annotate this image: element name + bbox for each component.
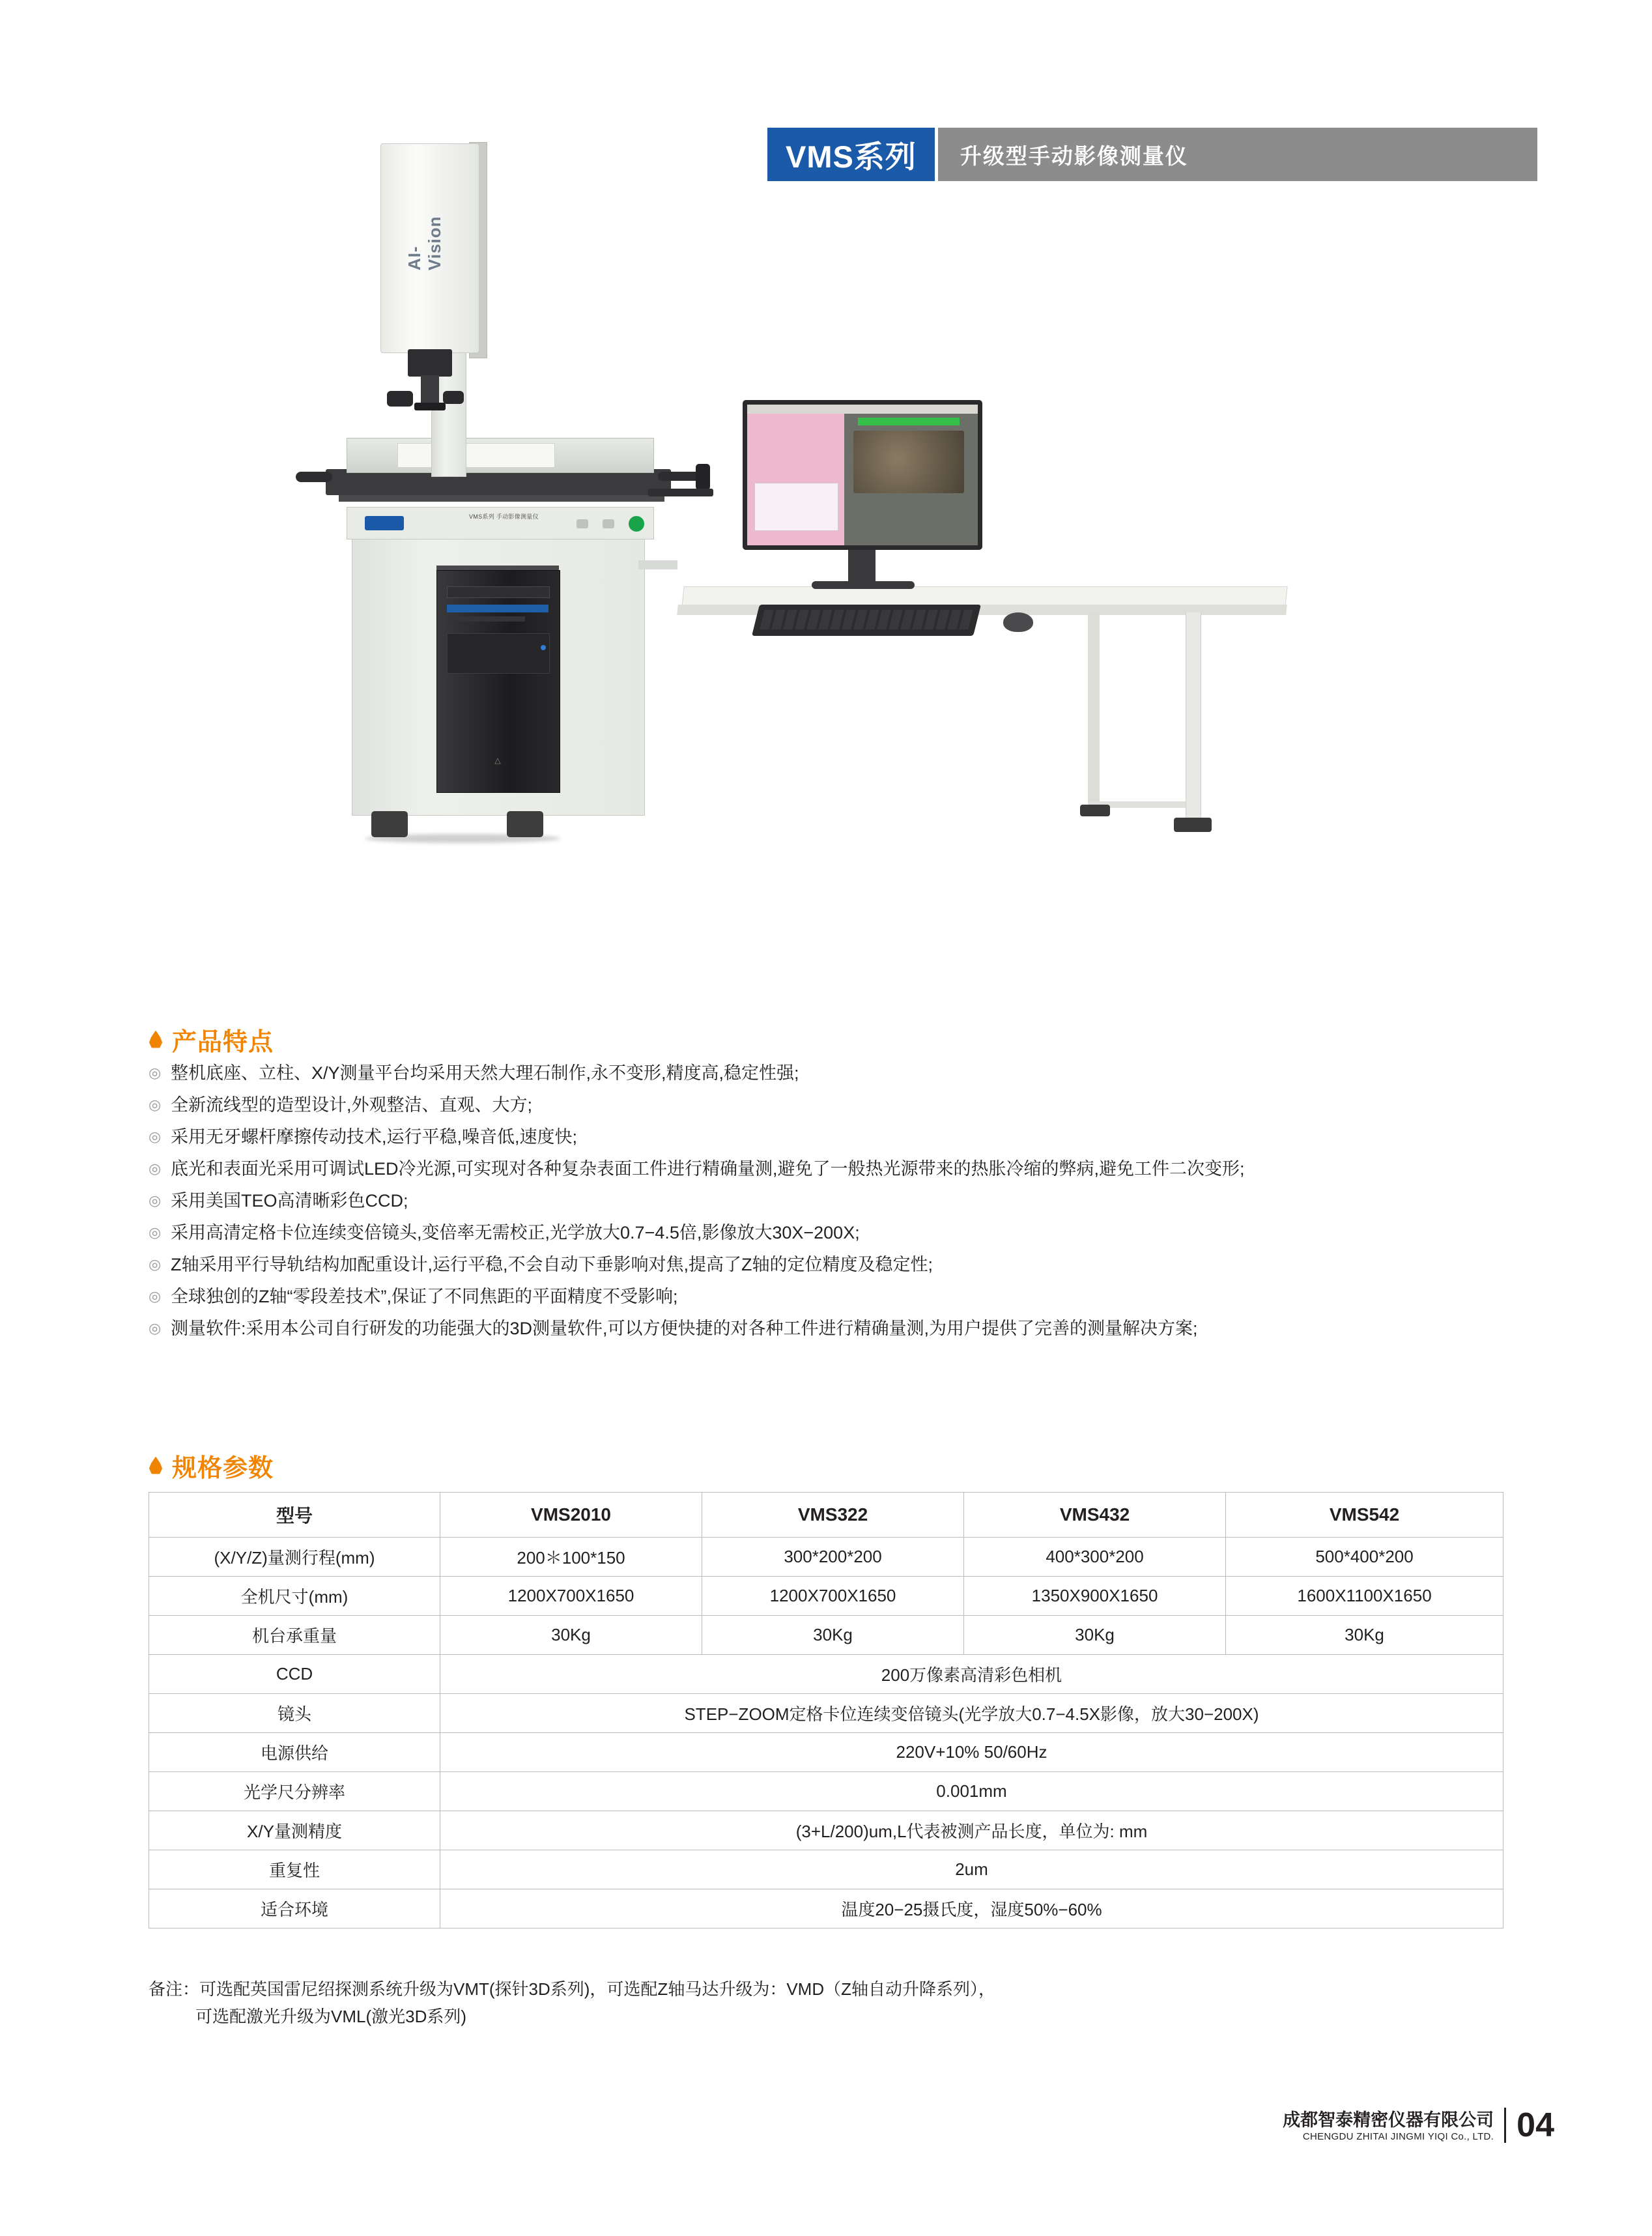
bullet-icon: ◎ <box>149 1128 162 1145</box>
features-list <box>149 1062 1530 1349</box>
desk-leg-back <box>1088 612 1100 808</box>
list-item <box>149 1094 1530 1116</box>
list-item <box>149 1254 1530 1276</box>
spec-table <box>149 1492 1503 1928</box>
feature-text: 采用无牙螺杆摩擦传动技术,运行平稳,噪音低,速度快; <box>171 1127 578 1147</box>
row-label: 重复性 <box>149 1850 440 1889</box>
table-row <box>149 1694 1503 1733</box>
table-row <box>149 1850 1503 1889</box>
feature-text: 底光和表面光采用可调试LED冷光源,可实现对各种复杂表面工件进行精确量测,避免了一般热光源带来的热胀冷缩的弊病,避免工件二次变形; <box>171 1159 1245 1179</box>
ring-light <box>414 403 446 410</box>
table-cell-merged: (3+L/200)um,L代表被测产品长度，单位为: mm <box>440 1811 1503 1850</box>
desk-leg-front <box>1186 612 1201 821</box>
pc-front-strip-secondary <box>447 616 525 622</box>
z-axis-knob-left <box>387 391 413 407</box>
specimen-image <box>853 431 964 493</box>
note-line-1: 备注：可选配英国雷尼绍探测系统升级为VMT(探针3D系列)，可选配Z轴马达升级为：VMD（Z轴自动升降系列）， <box>149 1979 995 1999</box>
cabinet-power-button <box>629 516 644 532</box>
row-label: 镜头 <box>149 1694 440 1733</box>
table-cell: 1600X1100X1650 <box>1226 1577 1503 1616</box>
product-photo <box>352 195 1303 990</box>
feature-text: 整机底座、立柱、X/Y测量平台均采用天然大理石制作,永不变形,精度高,稳定性强; <box>171 1063 799 1083</box>
company-name-cn: 成都智泰精密仪器有限公司 <box>1283 2110 1494 2130</box>
row-label: 机台承重量 <box>149 1616 440 1655</box>
table-cell: 400*300*200 <box>964 1538 1226 1577</box>
page-number: 04 <box>1517 2106 1554 2144</box>
feature-text: 测量软件:采用本公司自行研发的功能强大的3D测量软件,可以方便快捷的对各种工件进行精确量测,为用户提供了完善的测量解决方案; <box>171 1319 1198 1338</box>
spec-table-wrapper <box>149 1492 1503 1928</box>
pc-front-panel <box>447 633 550 674</box>
table-cell-merged: 2um <box>440 1850 1503 1889</box>
row-label: 光学尺分辨率 <box>149 1772 440 1811</box>
row-label: 适合环境 <box>149 1889 440 1928</box>
table-cell: 500*400*200 <box>1226 1538 1503 1577</box>
table-row <box>149 1616 1503 1655</box>
cabinet-desk-bridge <box>638 560 677 569</box>
row-label: X/Y量测精度 <box>149 1811 440 1850</box>
table-header-cell: VMS432 <box>964 1493 1226 1538</box>
table-cell: 30Kg <box>702 1616 964 1655</box>
bullet-icon: ◎ <box>149 1320 162 1336</box>
bullet-icon: ◎ <box>149 1224 162 1240</box>
features-section-heading <box>149 1022 274 1057</box>
table-header-cell: VMS322 <box>702 1493 964 1538</box>
cabinet-foot-right <box>507 811 543 837</box>
feature-text: Z轴采用平行导轨结构加配重设计,运行平稳,不会自动下垂影响对焦,提高了Z轴的定位精度及稳定性; <box>171 1255 933 1274</box>
table-row <box>149 1655 1503 1694</box>
feature-text: 采用美国TEO高清晰彩色CCD; <box>171 1191 408 1211</box>
table-cell-merged: 220V+10% 50/60Hz <box>440 1733 1503 1772</box>
specs-section-heading <box>149 1448 274 1484</box>
monitor-stand-neck <box>848 550 876 585</box>
table-note <box>149 1975 1517 2030</box>
table-row <box>149 1811 1503 1850</box>
bullet-icon: ◎ <box>149 1192 162 1209</box>
table-header-row <box>149 1493 1503 1538</box>
feature-text: 全新流线型的造型设计,外观整洁、直观、大方; <box>171 1095 533 1115</box>
list-item <box>149 1190 1530 1212</box>
table-row <box>149 1577 1503 1616</box>
z-axis-knob-right <box>443 391 464 404</box>
table-cell-merged: 温度20−25摄氏度，湿度50%−60% <box>440 1889 1503 1928</box>
row-label: (X/Y/Z)量测行程(mm) <box>149 1538 440 1577</box>
row-label: CCD <box>149 1655 440 1694</box>
table-row <box>149 1889 1503 1928</box>
company-name-en: CHENGDU ZHITAI JINGMI YIQI Co., LTD. <box>1302 2130 1494 2142</box>
monitor-stand-base <box>812 581 915 589</box>
bullet-icon: ◎ <box>149 1288 162 1304</box>
software-toolbar <box>747 405 978 414</box>
table-cell-merged: 200万像素高清彩色相机 <box>440 1655 1503 1694</box>
pc-brand-logo: △ <box>494 756 501 765</box>
list-item <box>149 1317 1530 1340</box>
stage-knob-left <box>296 472 332 482</box>
table-cell: 30Kg <box>964 1616 1226 1655</box>
lens-tube <box>421 375 439 405</box>
table-row <box>149 1772 1503 1811</box>
bullet-icon: ◎ <box>149 1096 162 1113</box>
pc-power-led <box>541 645 546 650</box>
feature-text: 采用高清定格卡位连续变倍镜头,变倍率无需校正,光学放大0.7−4.5倍,影像放大30X−200X; <box>171 1223 860 1242</box>
list-item <box>149 1285 1530 1308</box>
desk-foot-back <box>1080 805 1110 816</box>
table-row <box>149 1538 1503 1577</box>
table-header-cell: VMS542 <box>1226 1493 1503 1538</box>
features-title: 产品特点 <box>172 1029 274 1056</box>
pc-optical-drive <box>447 586 550 598</box>
cabinet-switch-left <box>577 519 588 528</box>
table-header-cell: VMS2010 <box>440 1493 702 1538</box>
table-cell: 1350X900X1650 <box>964 1577 1226 1616</box>
row-label: 全机尺寸(mm) <box>149 1577 440 1616</box>
note-line-2: 可选配激光升级为VML(激光3D系列) <box>195 2007 467 2026</box>
bullet-icon: ◎ <box>149 1256 162 1272</box>
xy-stage-glass <box>397 443 555 468</box>
monitor-screen <box>747 405 978 545</box>
feature-text: 全球独创的Z轴“零段差技术”,保证了不同焦距的平面精度不受影响; <box>171 1287 678 1306</box>
list-item <box>149 1158 1530 1180</box>
stage-side-arm <box>648 489 713 496</box>
list-item <box>149 1062 1530 1084</box>
cabinet-foot-left <box>371 811 408 837</box>
software-status-bar <box>858 418 960 425</box>
table-cell: 30Kg <box>440 1616 702 1655</box>
zoom-lens-block <box>408 349 452 377</box>
table-cell: 200＊100*150 <box>440 1538 702 1577</box>
cabinet-switch-right <box>603 519 614 528</box>
table-cell: 1200X700X1650 <box>702 1577 964 1616</box>
table-header-cell: 型号 <box>149 1493 440 1538</box>
keyboard-keys <box>760 610 973 629</box>
monitor <box>743 400 982 550</box>
cabinet-brand-badge <box>365 516 404 530</box>
row-label: 电源供给 <box>149 1733 440 1772</box>
series-subtitle: 升级型手动影像测量仪 <box>938 128 1537 181</box>
footer-divider <box>1504 2108 1506 2143</box>
stage-base-plate <box>326 469 671 495</box>
desk-foot-front <box>1174 818 1212 832</box>
droplet-icon <box>149 1457 163 1475</box>
page-header-banner <box>767 128 1537 181</box>
bullet-icon: ◎ <box>149 1160 162 1177</box>
table-cell-merged: STEP−ZOOM定格卡位连续变倍镜头(光学放大0.7−4.5X影像，放大30−200X) <box>440 1694 1503 1733</box>
pc-front-strip <box>447 605 548 612</box>
specs-title: 规格参数 <box>172 1455 274 1482</box>
mouse <box>1003 612 1033 632</box>
table-cell: 30Kg <box>1226 1616 1503 1655</box>
cabinet-label-text: VMS系列 手动影像测量仪 <box>469 513 539 520</box>
software-data-table <box>754 483 838 531</box>
company-block <box>1283 2109 1494 2142</box>
list-item <box>149 1126 1530 1148</box>
page-footer <box>1283 2106 1554 2145</box>
list-item <box>149 1222 1530 1244</box>
bullet-icon: ◎ <box>149 1065 162 1081</box>
head-brand-logo: AI-Vision <box>405 216 444 270</box>
series-title: VMS系列 <box>767 128 935 181</box>
table-cell-merged: 0.001mm <box>440 1772 1503 1811</box>
stage-handle-right <box>696 464 710 490</box>
table-cell: 300*200*200 <box>702 1538 964 1577</box>
droplet-icon <box>149 1031 163 1049</box>
table-row <box>149 1733 1503 1772</box>
table-cell: 1200X700X1650 <box>440 1577 702 1616</box>
